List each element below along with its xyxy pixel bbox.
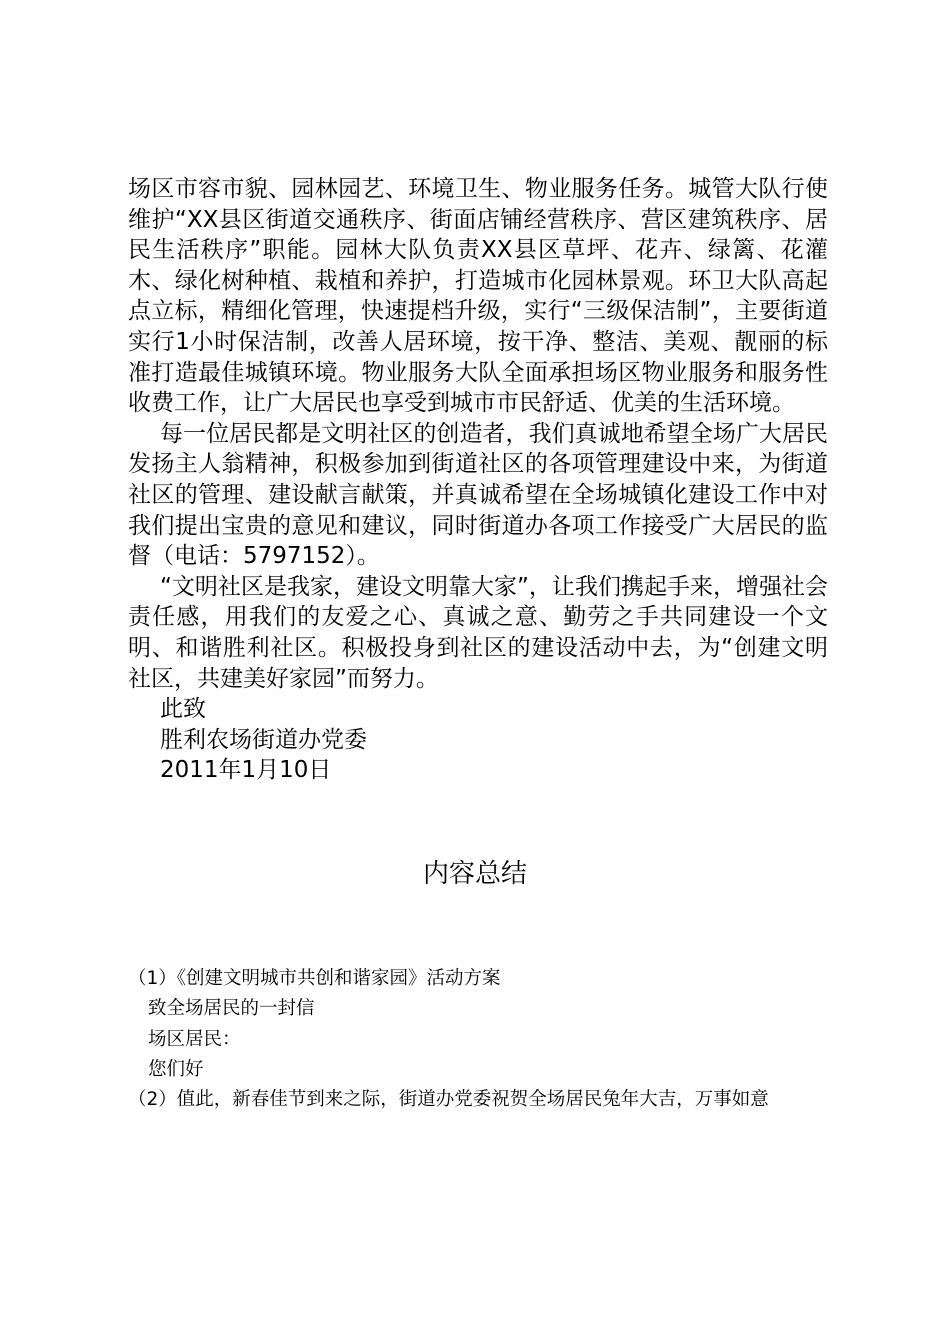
letter-paragraph-3: “文明社区是我家，建设文明靠大家”，让我们携起手来，增强社会责任感，用我们的友爱之心、真诚之意、勤劳之手共同建设一个文明、和谐胜利社区。积极投身到社区的建设活动中去，为“创建文明社区，共建美好家园”而努力。	[128, 573, 828, 692]
summary-section	[128, 964, 828, 1115]
summary-item-2: （2）值此，新春佳节到来之际，街道办党委祝贺全场居民兔年大吉，万事如意	[128, 1089, 769, 1111]
letter-paragraph-2: 每一位居民都是文明社区的创造者，我们真诚地希望全场广大居民发扬主人翁精神，积极参加到街道社区的各项管理建设中来，为街道社区的管理、建设献言献策，并真诚希望在全场城镇化建设工作中对我们提出宝贵的意见和建议，同时街道办各项工作接受广大居民的监督（电话：5797152）。	[128, 420, 828, 570]
letter-date: 2011年1月10日	[160, 757, 332, 784]
summary-item-1-line-3: 场区居民：	[148, 1028, 241, 1050]
summary-item-1-line-2: 致全场居民的一封信	[148, 998, 315, 1020]
letter-body	[128, 174, 828, 786]
summary-item-1-line-4: 您们好	[148, 1058, 204, 1080]
letter-signature: 胜利农场街道办党委	[160, 726, 367, 753]
letter-closing: 此致	[160, 696, 206, 723]
letter-paragraph-1: 场区市容市貌、园林园艺、环境卫生、物业服务任务。城管大队行使维护“XX县区街道交通秩序、街面店铺经营秩序、营区建筑秩序、居民生活秩序”职能。园林大队负责XX县区草坪、花卉、绿篱、花灌木、绿化树种植、栽植和养护，打造城市化园林景观。环卫大队高起点立标，精细化管理，快速提档升级，实行“三级保洁制”，主要街道实行1小时保洁制，改善人居环境，按干净、整洁、美观、靓丽的标准打造最佳城镇环境。物业服务大队全面承担场区物业服务和服务性收费工作，让广大居民也享受到城市市民舒适、优美的生活环境。	[128, 176, 828, 417]
summary-item-1: （1）《创建文明城市共创和谐家园》活动方案	[128, 968, 501, 989]
summary-title: 内容总结	[422, 859, 527, 889]
